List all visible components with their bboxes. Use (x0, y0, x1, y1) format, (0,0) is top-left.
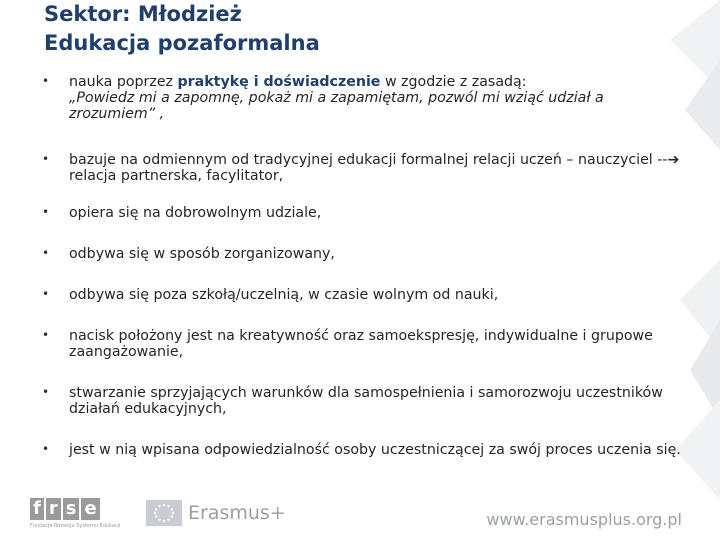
frse-subtitle: Fundacja Rozwoju Systemu Edukacji (30, 523, 121, 529)
bullet-quote: „Powiedz mi a zapomnę, pokaż mi a zapamiętam, pozwól mi wziąć udział a zrozumiem” , (69, 90, 604, 122)
eu-flag-icon (146, 500, 182, 526)
bullet-dot: • (42, 74, 50, 88)
title-line-2: Edukacja pozaformalna (44, 31, 320, 55)
footer (0, 490, 720, 540)
bullet-text: jest w nią wpisana odpowiedzialność osoby uczestniczącej za swój proces uczenia się. (69, 442, 681, 458)
footer-url: www.erasmusplus.org.pl (486, 510, 682, 529)
bullet-dot: • (42, 442, 50, 456)
bullet-dot: • (42, 246, 50, 260)
bullet-text: stwarzanie sprzyjających warunków dla samospełnienia i samorozwoju uczestników działań edukacyjnych, (69, 385, 663, 417)
frse-letter: s (63, 498, 80, 520)
bullet-text: odbywa się w sposób zorganizowany, (69, 246, 335, 262)
bullet-dot: • (42, 152, 50, 166)
frse-letter: e (81, 498, 99, 520)
bullet-dot: • (42, 205, 50, 219)
bullet-text: bazuje na odmiennym od tradycyjnej edukacji formalnej relacji uczeń – nauczyciel --➔ relacja partnerska, facylitator, (69, 152, 680, 184)
slide-title (44, 0, 320, 58)
title-line-1: Sektor: Młodzież (44, 2, 242, 26)
frse-logo (30, 498, 121, 532)
bullet-dot: • (42, 385, 50, 399)
bullet-text-pre: nauka poprzez (69, 74, 178, 90)
bullet-text: odbywa się poza szkołą/uczelnią, w czasie wolnym od nauki, (69, 287, 499, 303)
erasmus-logo-text: Erasmus+ (188, 502, 286, 524)
bullet-dot: • (42, 287, 50, 301)
bullet-highlight: praktykę i doświadczenie (177, 74, 381, 90)
frse-letter: f (30, 498, 44, 520)
bullet-text: nacisk położony jest na kreatywność oraz samoekspresję, indywidualne i grupowe zaangażowanie, (69, 328, 653, 360)
bullet-dot: • (42, 328, 50, 342)
frse-letter: r (46, 498, 61, 520)
bullet-text-post: w zgodzie z zasadą: (380, 74, 527, 90)
bullet-text: opiera się na dobrowolnym udziale, (69, 205, 322, 221)
